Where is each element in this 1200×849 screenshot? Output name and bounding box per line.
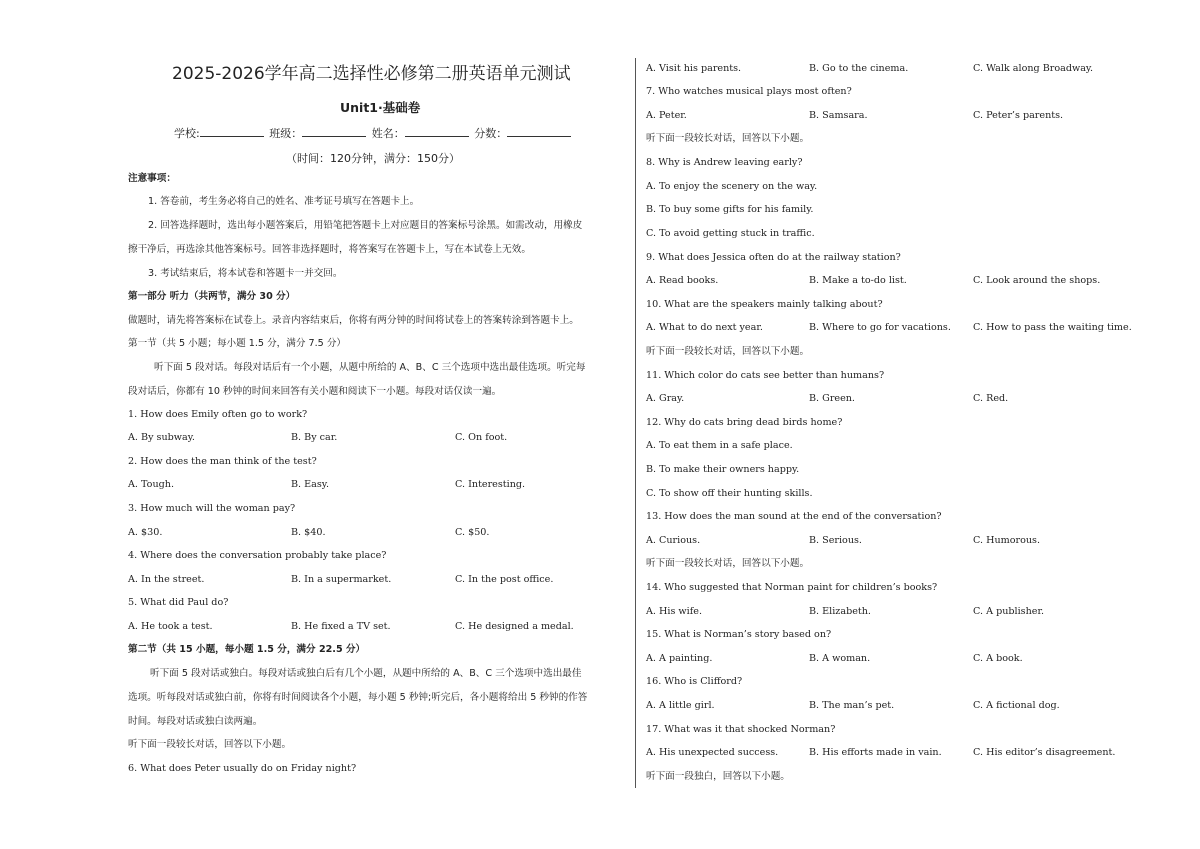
q3-option-c[interactable]: C. $50. [455, 527, 490, 538]
q6-option-a[interactable]: A. Visit his parents. [646, 63, 742, 74]
q11-option-a[interactable]: A. Gray. [646, 393, 685, 404]
q17-option-a[interactable]: A. His unexpected success. [646, 747, 779, 758]
q2-option-b[interactable]: B. Easy. [291, 479, 329, 490]
q5-option-a[interactable]: A. He took a test. [128, 621, 213, 632]
q13-option-c[interactable]: C. Humorous. [973, 535, 1041, 546]
class-label: 班级： [269, 127, 303, 140]
long-dialog-instruction: 听下面一段较长对话，回答以下小题。 [646, 346, 810, 357]
q3-option-a[interactable]: A. $30. [128, 527, 163, 538]
q1-option-b[interactable]: B. By car. [291, 432, 338, 443]
question-14: 14. Who suggested that Norman paint for children’s books? [646, 582, 938, 593]
note-2-cont: 擦干净后，再选涂其他答案标号。回答非选择题时，将答案写在答题卡上，写在本试卷上无效。 [128, 244, 531, 255]
q12-option-a[interactable]: A. To eat them in a safe place. [646, 440, 793, 451]
q16-option-c[interactable]: C. A fictional dog. [973, 700, 1060, 711]
q1-option-c[interactable]: C. On foot. [455, 432, 508, 443]
question-9: 9. What does Jessica often do at the railway station? [646, 252, 901, 263]
question-6: 6. What does Peter usually do on Friday night? [128, 763, 357, 774]
part1-heading: 第一部分 听力（共两节，满分 30 分） [128, 291, 296, 302]
q9-option-b[interactable]: B. Make a to-do list. [809, 275, 907, 286]
q12-option-b[interactable]: B. To make their owners happy. [646, 464, 800, 475]
name-blank[interactable] [405, 127, 469, 137]
section1-heading: 第一节（共 5 小题；每小题 1.5 分，满分 7.5 分） [128, 338, 347, 349]
column-divider [635, 58, 636, 788]
question-16: 16. Who is Clifford? [646, 676, 743, 687]
q17-option-b[interactable]: B. His efforts made in vain. [809, 747, 942, 758]
score-blank[interactable] [507, 127, 571, 137]
q7-option-c[interactable]: C. Peter’s parents. [973, 110, 1064, 121]
notes-heading: 注意事项： [128, 173, 176, 184]
q13-option-a[interactable]: A. Curious. [646, 535, 701, 546]
q14-option-b[interactable]: B. Elizabeth. [809, 606, 871, 617]
q11-option-b[interactable]: B. Green. [809, 393, 855, 404]
section2-heading: 第二节（共 15 小题，每小题 1.5 分，满分 22.5 分） [128, 644, 366, 655]
q15-option-c[interactable]: C. A book. [973, 653, 1023, 664]
page-subtitle: Unit1·基础卷 [340, 100, 421, 115]
q9-option-a[interactable]: A. Read books. [646, 275, 719, 286]
section2-instructions-cont: 选项。听每段对话或独白前，你将有时间阅读各个小题，每小题 5 秒钟;听完后，各小题将给出 5 秒钟的作答 [128, 692, 588, 703]
note-3: 3. 考试结束后，将本试卷和答题卡一并交回。 [148, 268, 343, 279]
q9-option-c[interactable]: C. Look around the shops. [973, 275, 1101, 286]
q8-option-c[interactable]: C. To avoid getting stuck in traffic. [646, 228, 815, 239]
question-4: 4. Where does the conversation probably take place? [128, 550, 387, 561]
question-12: 12. Why do cats bring dead birds home? [646, 417, 843, 428]
question-3: 3. How much will the woman pay? [128, 503, 296, 514]
long-dialog-instruction: 听下面一段较长对话，回答以下小题。 [646, 133, 810, 144]
student-info-fields [174, 125, 573, 141]
q16-option-a[interactable]: A. A little girl. [646, 700, 715, 711]
q13-option-b[interactable]: B. Serious. [809, 535, 862, 546]
q15-option-b[interactable]: B. A woman. [809, 653, 871, 664]
question-8: 8. Why is Andrew leaving early? [646, 157, 803, 168]
q2-option-a[interactable]: A. Tough. [128, 479, 175, 490]
q4-option-a[interactable]: A. In the street. [128, 574, 205, 585]
class-blank[interactable] [302, 127, 366, 137]
question-17: 17. What was it that shocked Norman? [646, 724, 836, 735]
question-5: 5. What did Paul do? [128, 597, 229, 608]
question-1: 1. How does Emily often go to work? [128, 409, 308, 420]
question-13: 13. How does the man sound at the end of the conversation? [646, 511, 942, 522]
question-10: 10. What are the speakers mainly talking about? [646, 299, 883, 310]
q10-option-b[interactable]: B. Where to go for vacations. [809, 322, 951, 333]
q17-option-c[interactable]: C. His editor’s disagreement. [973, 747, 1116, 758]
q5-option-c[interactable]: C. He designed a medal. [455, 621, 574, 632]
question-2: 2. How does the man think of the test? [128, 456, 317, 467]
q4-option-c[interactable]: C. In the post office. [455, 574, 554, 585]
q15-option-a[interactable]: A. A painting. [646, 653, 713, 664]
q14-option-c[interactable]: C. A publisher. [973, 606, 1045, 617]
q6-option-b[interactable]: B. Go to the cinema. [809, 63, 909, 74]
q6-option-c[interactable]: C. Walk along Broadway. [973, 63, 1094, 74]
q8-option-a[interactable]: A. To enjoy the scenery on the way. [646, 181, 818, 192]
school-label: 学校: [174, 127, 200, 140]
q16-option-b[interactable]: B. The man’s pet. [809, 700, 895, 711]
monologue-instruction: 听下面一段独白，回答以下小题。 [646, 771, 790, 782]
part1-intro: 做题时，请先将答案标在试卷上。录音内容结束后，你将有两分钟的时间将试卷上的答案转涂到答题卡上。 [128, 315, 579, 326]
note-2: 2. 回答选择题时，选出每小题答案后，用铅笔把答题卡上对应题目的答案标号涂黑。如需改动，用橡皮 [148, 220, 583, 231]
q11-option-c[interactable]: C. Red. [973, 393, 1009, 404]
note-1: 1. 答卷前，考生务必将自己的姓名、准考证号填写在答题卡上。 [148, 196, 420, 207]
q12-option-c[interactable]: C. To show off their hunting skills. [646, 488, 813, 499]
q4-option-b[interactable]: B. In a supermarket. [291, 574, 392, 585]
exam-time: （时间：120分钟，满分：150分） [286, 152, 460, 165]
section1-instructions-cont: 段对话后，你都有 10 秒钟的时间来回答有关小题和阅读下一小题。每段对话仅读一遍。 [128, 386, 502, 397]
q8-option-b[interactable]: B. To buy some gifts for his family. [646, 204, 814, 215]
q3-option-b[interactable]: B. $40. [291, 527, 326, 538]
school-blank[interactable] [200, 127, 264, 137]
q7-option-a[interactable]: A. Peter. [646, 110, 687, 121]
score-label: 分数： [474, 127, 508, 140]
section2-instructions: 听下面 5 段对话或独白。每段对话或独白后有几个小题，从题中所给的 A、B、C 三个选项中选出最佳 [150, 668, 582, 679]
section1-instructions: 听下面 5 段对话。每段对话后有一个小题，从题中所给的 A、B、C 三个选项中选出最佳选项。听完每 [154, 362, 586, 373]
q14-option-a[interactable]: A. His wife. [646, 606, 702, 617]
name-label: 姓名： [371, 127, 405, 140]
question-15: 15. What is Norman’s story based on? [646, 629, 832, 640]
q7-option-b[interactable]: B. Samsara. [809, 110, 868, 121]
q1-option-a[interactable]: A. By subway. [128, 432, 195, 443]
q5-option-b[interactable]: B. He fixed a TV set. [291, 621, 391, 632]
long-dialog-instruction: 听下面一段较长对话，回答以下小题。 [128, 739, 292, 750]
q10-option-a[interactable]: A. What to do next year. [646, 322, 763, 333]
q10-option-c[interactable]: C. How to pass the waiting time. [973, 322, 1132, 333]
question-11: 11. Which color do cats see better than humans? [646, 370, 885, 381]
page-title: 2025-2026学年高二选择性必修第二册英语单元测试 [172, 64, 571, 84]
long-dialog-instruction: 听下面一段较长对话，回答以下小题。 [646, 558, 810, 569]
q2-option-c[interactable]: C. Interesting. [455, 479, 526, 490]
question-7: 7. Who watches musical plays most often? [646, 86, 852, 97]
section2-instructions-end: 时间。每段对话或独白读两遍。 [128, 716, 263, 727]
